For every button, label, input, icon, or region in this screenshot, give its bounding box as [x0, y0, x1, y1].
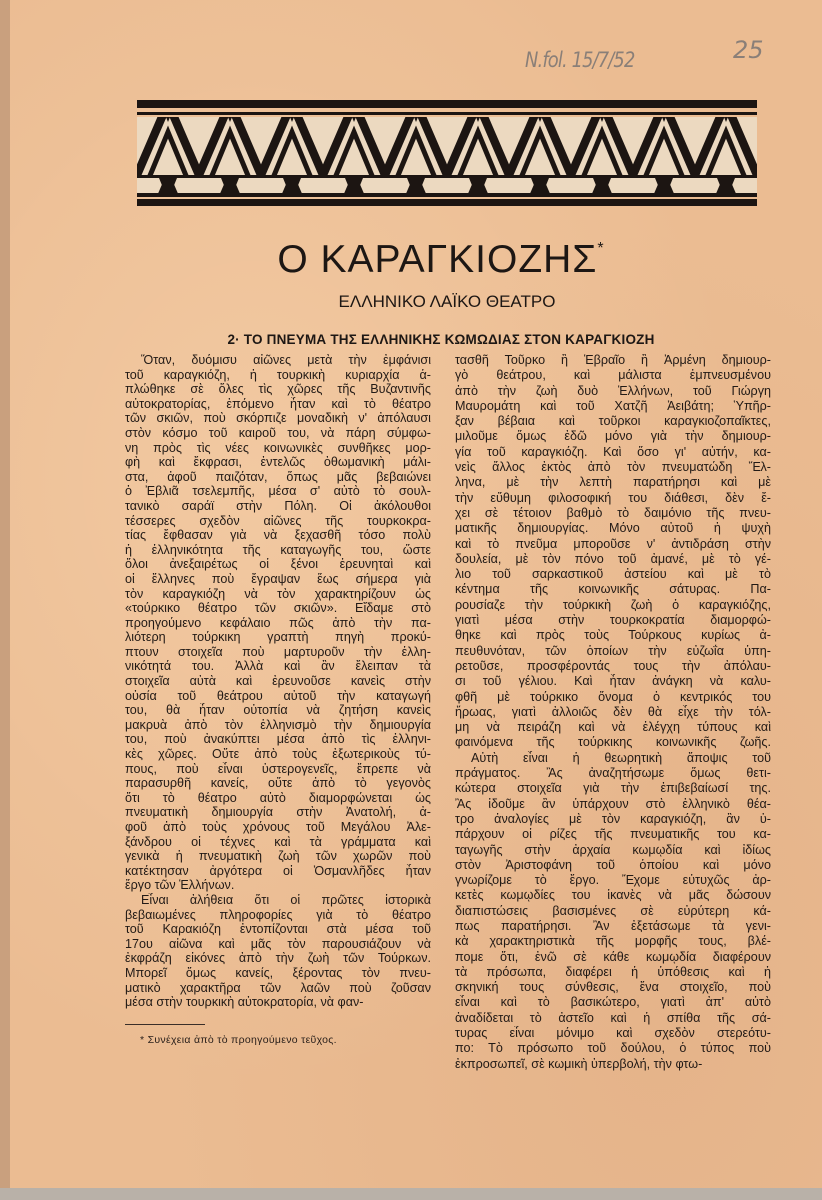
footnote: * Συνέχεια ἀπὸ τὸ προηγούμενο τεῦχος. [140, 1034, 337, 1046]
text-line: Μπορεῖ ὅμως κανείς, ξέροντας τὸν πνευ- [125, 965, 431, 980]
text-line: τὸν καραγκιόζη νὰ τὸν χαρακτηρίζουν ὡς [125, 586, 431, 601]
text-line: του, ποὺ ἀνακύπτει μέσα ἀπὸ τὶς ἑλληνι- [125, 732, 431, 747]
text-line: κατέκτησαν ἀργότερα οἱ Ὀσμανλῆδες ἦταν [125, 863, 431, 878]
text-line: τυρας εἶναι μόνιμο καὶ σχεδὸν στερεότυ- [455, 1026, 771, 1041]
text-line: θηκε καὶ πρὸς τοὺς Τούρκους κυρίως ἀ- [455, 628, 771, 643]
text-line: λιο τοῦ σαρκαστικοῦ ἀστείου καὶ μὲ τὸ [455, 567, 771, 582]
text-line: ληνα, μὲ τὴν λεπτὴ παρατήρησι καὶ μὲ [455, 475, 771, 490]
text-line: γνωρίζομε τὸ ἔργο. Ἔχομε εὐτυχῶς ἀρ- [455, 873, 771, 888]
handwritten-folio-note: N.fol. 15/7/52 [525, 48, 635, 72]
text-line: Αὐτὴ εἶναι ἡ θεωρητικὴ ἄποψις τοῦ [471, 750, 771, 765]
text-line: στὸν κόσμο τοῦ καιροῦ του, νὰ πάρη σύμφω- [125, 425, 431, 440]
text-line: παρασυρθῆ κανείς, οὔτε ἀπὸ τὸ γεγονὸς [125, 776, 431, 791]
text-line: εἶναι καὶ τὸ βασικώτερο, γιατὶ ἀπ' αὐτὸ [455, 995, 771, 1010]
scan-background [0, 1188, 822, 1200]
text-line: στα, ἀφοῦ παιζόταν, ὅπως μᾶς βεβαιώνει [125, 469, 431, 484]
text-line: ἐκφράζη εἰκόνες ἀπὸ τὴν ζωὴ τῶν Τούρκων. [125, 951, 431, 966]
text-line: νη πρὸς τὶς νέες κοινωνικὲς συνθῆκες μορ- [125, 440, 431, 455]
text-line: πνευματικὴ δημιουργία στὴν Ἀνατολή, ἀ- [125, 805, 431, 820]
text-line: βεβαιωμένες πληροφορίες γιὰ τὸ θέατρο [125, 907, 431, 922]
text-line: σκηνική τους σύνθεσις, ἕνα στοιχεῖο, ποὺ [455, 980, 771, 995]
text-line: τασθῆ Τοῦρκο ἢ Ἑβραῖο ἢ Ἀρμένη δημιουρ- [455, 353, 771, 367]
text-line: «τούρκικο θέατρο τῶν σκιῶν». Εἴδαμε στὸ [125, 601, 431, 616]
text-line: κὲς χῶρες. Οὔτε ἀπὸ τοὺς ἐξωτερικοὺς τύ- [125, 747, 431, 762]
article-subtitle: ΕΛΛΗΝΙΚΟ ΛΑΪΚΟ ΘΕΑΤΡΟ [338, 292, 556, 311]
text-line: ξαν βέβαια καὶ τοῦρκοι καραγκιοζοπαῖκτες, [455, 414, 771, 429]
text-line: φαινόμενα τῆς τούρκικης κοινωνικῆς ζωῆς. [455, 735, 771, 750]
text-line: νικότητά του. Ἀλλὰ καὶ ἂν ἔλειπαν τὰ [125, 659, 431, 674]
footnote-divider [125, 1024, 205, 1025]
text-line: σι τοῦ γέλιου. Καὶ ἦταν ἀνάγκη νὰ καλυ- [455, 674, 771, 689]
text-line: του, θὰ ἦταν οὐτοπία νὰ ζητήση κανεὶς [125, 703, 431, 718]
text-line: κὰ χαρακτηριστικὰ τῆς μορφῆς τους, βλέ- [455, 934, 771, 949]
text-line: ταγωγῆς στὴν ἀρχαία κωμῳδία καὶ ἰδίως [455, 842, 771, 857]
text-line: πως παρατήρησι. Ἂν ἐξετάσωμε τὰ γενι- [455, 918, 771, 933]
text-line: νεὶς ἄλλος ἐκτὸς ἀπὸ τὸν πνευματώδη Ἕλ- [455, 460, 771, 475]
text-line: ἥρωας, γιατὶ ἀλλοιῶς δὲν θὰ εἶχε τὴν τόλ- [455, 704, 771, 719]
text-line: λιότερη τούρκικη γραπτὴ πηγὴ προκύ- [125, 630, 431, 645]
text-line: ὅτι τὸ θέατρο αὐτὸ διαμορφώνεται ὡς [125, 790, 431, 805]
text-line: πομε ὅτι, ἐνῶ σὲ κάθε κωμῳδία διαφέρουν [455, 949, 771, 964]
text-line: κετὲς κωμῳδίες του ἱκανὲς νὰ μᾶς δώσουν [455, 888, 771, 903]
handwritten-page-number: 25 [733, 36, 764, 64]
text-line: ματικῆς δημιουργίας. Μόνο αὐτοῦ ἡ ψυχὴ [455, 521, 771, 536]
text-line: πους, ποὺ εἶναι ὑστερογενεῖς, ἔπρεπε νὰ [125, 761, 431, 776]
text-line: ἐκπροσωπεῖ, σὲ κωμικὴ ὑπερβολή, τὴν φτω- [455, 1056, 703, 1071]
text-line: τοῦ καραγκιόζη, ἡ τουρκικὴ κυριαρχία ἁ- [125, 367, 431, 382]
text-line: διαπιστώσεις βασισμένες σὲ εὐρύτερη κά- [455, 903, 771, 918]
text-line: Ὅταν, δυόμισυ αἰῶνες μετὰ τὴν ἐμφάνισι [141, 353, 431, 367]
text-line: φὴ καὶ ἔκφρασι, ἐντελῶς ὀθωμανικὴ μάλι- [125, 455, 431, 470]
text-line: χει σὲ τέτοιον βαθμὸ τὸ δαιμόνιο τῆς πνευ- [455, 505, 771, 520]
left-text-column [125, 353, 431, 1010]
text-line: ὁ Ἐβλιᾶ τσελεμπῆς, μέσα σ' αὐτὸ τὸ σουλ- [125, 484, 431, 499]
text-line: προηγούμενο κεφάλαιο πῶς ἀπὸ τὴν πα- [125, 615, 431, 630]
text-line: γία τοῦ καραγκιόζη. Καὶ ὅσο γι' αὐτήν, κα- [455, 444, 771, 459]
text-line: οἱ ἕλληνες ποὺ ἔγραψαν ἕως σήμερα γιὰ [125, 571, 431, 586]
text-line: φθῆ μὲ τούρκικο ὄνομα ὁ κεντρικός του [455, 689, 771, 704]
text-line: αὐτοκρατορίας, ἑπόμενο ἦταν καὶ τὸ θέατρο [125, 396, 431, 411]
text-line: ματικὸ χαρακτῆρα τῶν λαῶν ποὺ ζοῦσαν [125, 980, 431, 995]
text-line: πο: Τὸ πρόσωπο τοῦ δούλου, ὁ τύπος ποὺ [455, 1041, 771, 1056]
text-line: ρουσίαζε τὴν τούρκικὴ ζωὴ ὁ καραγκιόζης, [455, 597, 771, 612]
title-footnote-mark: * [597, 240, 605, 257]
right-text-column [455, 353, 771, 1072]
text-line: φοῦ ἀπὸ τοὺς χρόνους τοῦ Μεγάλου Ἀλε- [125, 820, 431, 834]
text-line: γενικὰ ἡ πνευματικὴ ζωὴ τῶν χωρῶν ποὺ [125, 849, 431, 864]
text-line: οὐσία τοῦ θεάτρου αὐτοῦ τὴν καταγωγή [125, 688, 431, 703]
text-line: ὅλοι ἀνεξαιρέτως οἱ ξένοι ἐρευνηταὶ καὶ [125, 557, 431, 572]
text-line: μέσα στὴν τουρκικὴ αὐτοκρατορία, νὰ φαν- [125, 995, 364, 1010]
text-line: τὴν εὔθυμη φιλοσοφική του διάθεσι, δὲν ἔ- [455, 490, 771, 505]
text-line: στὸν Ἀριστοφάνη τοῦ ὁποίου καὶ μόνο [455, 857, 771, 872]
text-line: τίας ἔφθασαν γιὰ νὰ ξεχασθῆ τόσο πολὺ [125, 528, 431, 543]
text-line: μιλοῦμε ὅμως ἐδῶ μόνο γιὰ τὴν δημιουρ- [455, 429, 771, 444]
text-line: τῶν σκιῶν, ποὺ σκόρπιζε μοναδικὴ ν' ἀπόλαυσι [125, 411, 431, 426]
text-line: τοῦ Καρακιόζη ἐντοπίζονται στὰ μέσα τοῦ [125, 922, 431, 937]
text-line: ρετοῦσε, προσφέροντάς τους τὴν ἀπόλαυ- [455, 658, 771, 673]
text-line: ἔργο τῶν Ἑλλήνων. [125, 878, 235, 893]
article-title [30, 238, 822, 282]
text-line: τέσσερες σχεδὸν αἰῶνες τῆς τουρκοκρα- [125, 513, 431, 528]
text-line: τὰ πρόσωπα, διαφέρει ἡ ὑπόθεσις καὶ ἡ [455, 964, 771, 979]
text-line: ἡ ἑλληνικότητα τῆς καταγωγῆς του, ὥστε [125, 542, 431, 557]
text-line: Εἶναι ἀλήθεια ὅτι οἱ πρῶτες ἱστορικὰ [141, 892, 431, 907]
decorative-ornament-band [137, 100, 757, 206]
text-line: πλώθηκε σὲ ὅλες τὶς χῶρες τῆς Βυζαντινῆς [125, 382, 431, 397]
text-line: γὸ θεάτρου, καὶ μάλιστα ἐμπνευσμένου [455, 368, 771, 383]
section-heading: 2· ΤΟ ΠΝΕΥΜΑ ΤΗΣ ΕΛΛΗΝΙΚΗΣ ΚΩΜΩΔΙΑΣ ΣΤΟΝ ΚΑΡΑΓΚΙΟΖΗ [227, 332, 655, 347]
text-line: 17ου αἰῶνα καὶ μᾶς τὸν παρουσιάζουν νὰ [125, 936, 431, 951]
text-line: κώτερα στοιχεῖα γιὰ τὴν ἐπιβεβαίωσί της. [455, 781, 771, 796]
text-line: καὶ τὸ πνεῦμα μποροῦσε ν' ἀντιδράση στὴν [455, 536, 771, 551]
text-line: μη νὰ πειράζη καὶ νὰ ἐλέγχη τύπους καὶ [455, 720, 771, 735]
text-line: στοιχεῖα αὐτὰ καὶ ἐρευνοῦσε κανεὶς στὴν [125, 674, 431, 689]
text-line: Μαυρομάτη καὶ τοῦ Χατζῆ Ἀειβάτη; Ὑπῆρ- [455, 398, 771, 413]
title-text: Ο ΚΑΡΑΓΚΙΟΖΗΣ [277, 238, 598, 281]
text-line: ἀναδίδεται τὸ ἀστεῖο καὶ ἡ σπίθα τῆς σά- [455, 1010, 771, 1025]
text-line: Ἂς ἰδοῦμε ἂν ὑπάρχουν στὸ ἑλληνικὸ θέα- [455, 796, 771, 811]
text-line: πτουν στοιχεῖα ποὺ μαρτυροῦν τὴν ἑλλη- [125, 644, 431, 659]
text-line: ξάνδρου οἱ τέχνες καὶ τὰ γράμματα καὶ [125, 834, 431, 849]
text-line: τανικὸ σαράϊ στὴν Πόλη. Οἱ ἀκόλουθοι [125, 498, 431, 513]
text-line: πευθυνόταν, τῶν ὁποίων τὴν εὐζωΐα ὑπη- [455, 643, 771, 658]
text-line: μακρυὰ ἀπὸ τὸν ἑλληνισμὸ τὴν δημιουργία [125, 717, 431, 732]
text-line: κέντημα τῆς κοινωνικῆς σάτυρας. Πα- [455, 582, 771, 597]
text-line: δουλεία, μὲ τὸν πόνο τοῦ ἀμανέ, μὲ τὸ γέ- [455, 551, 771, 566]
text-line: πάρχουν οἱ ρίζες τῆς πνευματικῆς του κα- [455, 827, 771, 842]
text-line: ἀπὸ τὴν ζωὴ δυὸ Ἑλλήνων, τοῦ Γιώργη [455, 383, 771, 398]
text-line: τρο ἀναλογίες μὲ τὸν καραγκιόζη, ἂν ὑ- [455, 811, 771, 826]
text-line: πράγματος. Ἂς ἀναζητήσωμε ὅμως θετι- [455, 766, 771, 781]
text-line: γιατὶ μέσα στὴν τουρκοκρατία διαμορφώ- [455, 613, 771, 628]
